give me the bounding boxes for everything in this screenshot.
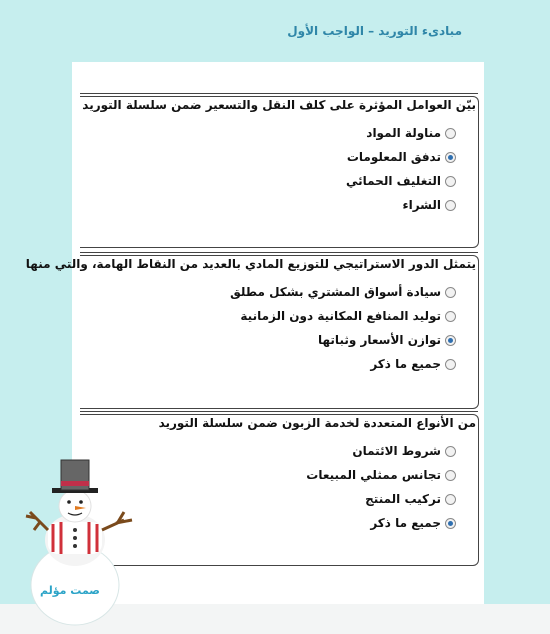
radio-button[interactable] bbox=[445, 470, 456, 481]
option-label: توازن الأسعار وثباتها bbox=[318, 333, 441, 347]
radio-button[interactable] bbox=[445, 311, 456, 322]
option-label: سيادة أسواق المشتري بشكل مطلق bbox=[230, 285, 441, 299]
question-2 bbox=[25, 255, 479, 409]
radio-button[interactable] bbox=[445, 200, 456, 211]
option-label: التغليف الحمائي bbox=[345, 174, 441, 188]
radio-button[interactable] bbox=[445, 287, 456, 298]
option-label: جميع ما ذكر bbox=[370, 516, 441, 530]
question-1 bbox=[80, 96, 479, 248]
option-label: تدفق المعلومات bbox=[346, 150, 441, 164]
radio-button[interactable] bbox=[445, 494, 456, 505]
option-1-4[interactable] bbox=[80, 193, 456, 217]
signature-text: صمت مؤلم bbox=[40, 584, 100, 597]
radio-button[interactable] bbox=[445, 176, 456, 187]
question-3-text: من الأنواع المتعددة لخدمة الزبون ضمن سلسلة التوريد bbox=[158, 416, 476, 430]
radio-button-selected[interactable] bbox=[445, 335, 456, 346]
option-label: مناولة المواد bbox=[366, 126, 441, 140]
radio-button[interactable] bbox=[445, 359, 456, 370]
option-label: الشراء bbox=[402, 198, 441, 212]
option-1-3[interactable] bbox=[80, 169, 456, 193]
option-label: شروط الائتمان bbox=[352, 444, 441, 458]
option-label: تجانس ممثلي المبيعات bbox=[306, 468, 441, 482]
radio-button-selected[interactable] bbox=[445, 152, 456, 163]
radio-button[interactable] bbox=[445, 446, 456, 457]
question-1-text: بيّن العوامل المؤثرة على كلف النقل والتسعير ضمن سلسلة التوريد bbox=[82, 98, 476, 112]
option-label: جميع ما ذكر bbox=[370, 357, 441, 371]
snowman-icon bbox=[0, 450, 150, 634]
option-label: توليد المنافع المكانية دون الزمانية bbox=[240, 309, 441, 323]
option-label: تركيب المنتج bbox=[365, 492, 441, 506]
option-2-3[interactable] bbox=[80, 328, 456, 352]
option-2-2[interactable] bbox=[80, 304, 456, 328]
page-title: مبادىء التوريد – الواجب الأول bbox=[287, 24, 462, 38]
question-2-text: يتمثل الدور الاستراتيجي للتوزيع المادي بالعديد من النقاط الهامة، والتي منها bbox=[25, 257, 476, 271]
option-2-1[interactable] bbox=[80, 280, 456, 304]
radio-button-selected[interactable] bbox=[445, 518, 456, 529]
option-2-4[interactable] bbox=[80, 352, 456, 376]
option-1-1[interactable] bbox=[80, 121, 456, 145]
radio-button[interactable] bbox=[445, 128, 456, 139]
option-1-2[interactable] bbox=[80, 145, 456, 169]
